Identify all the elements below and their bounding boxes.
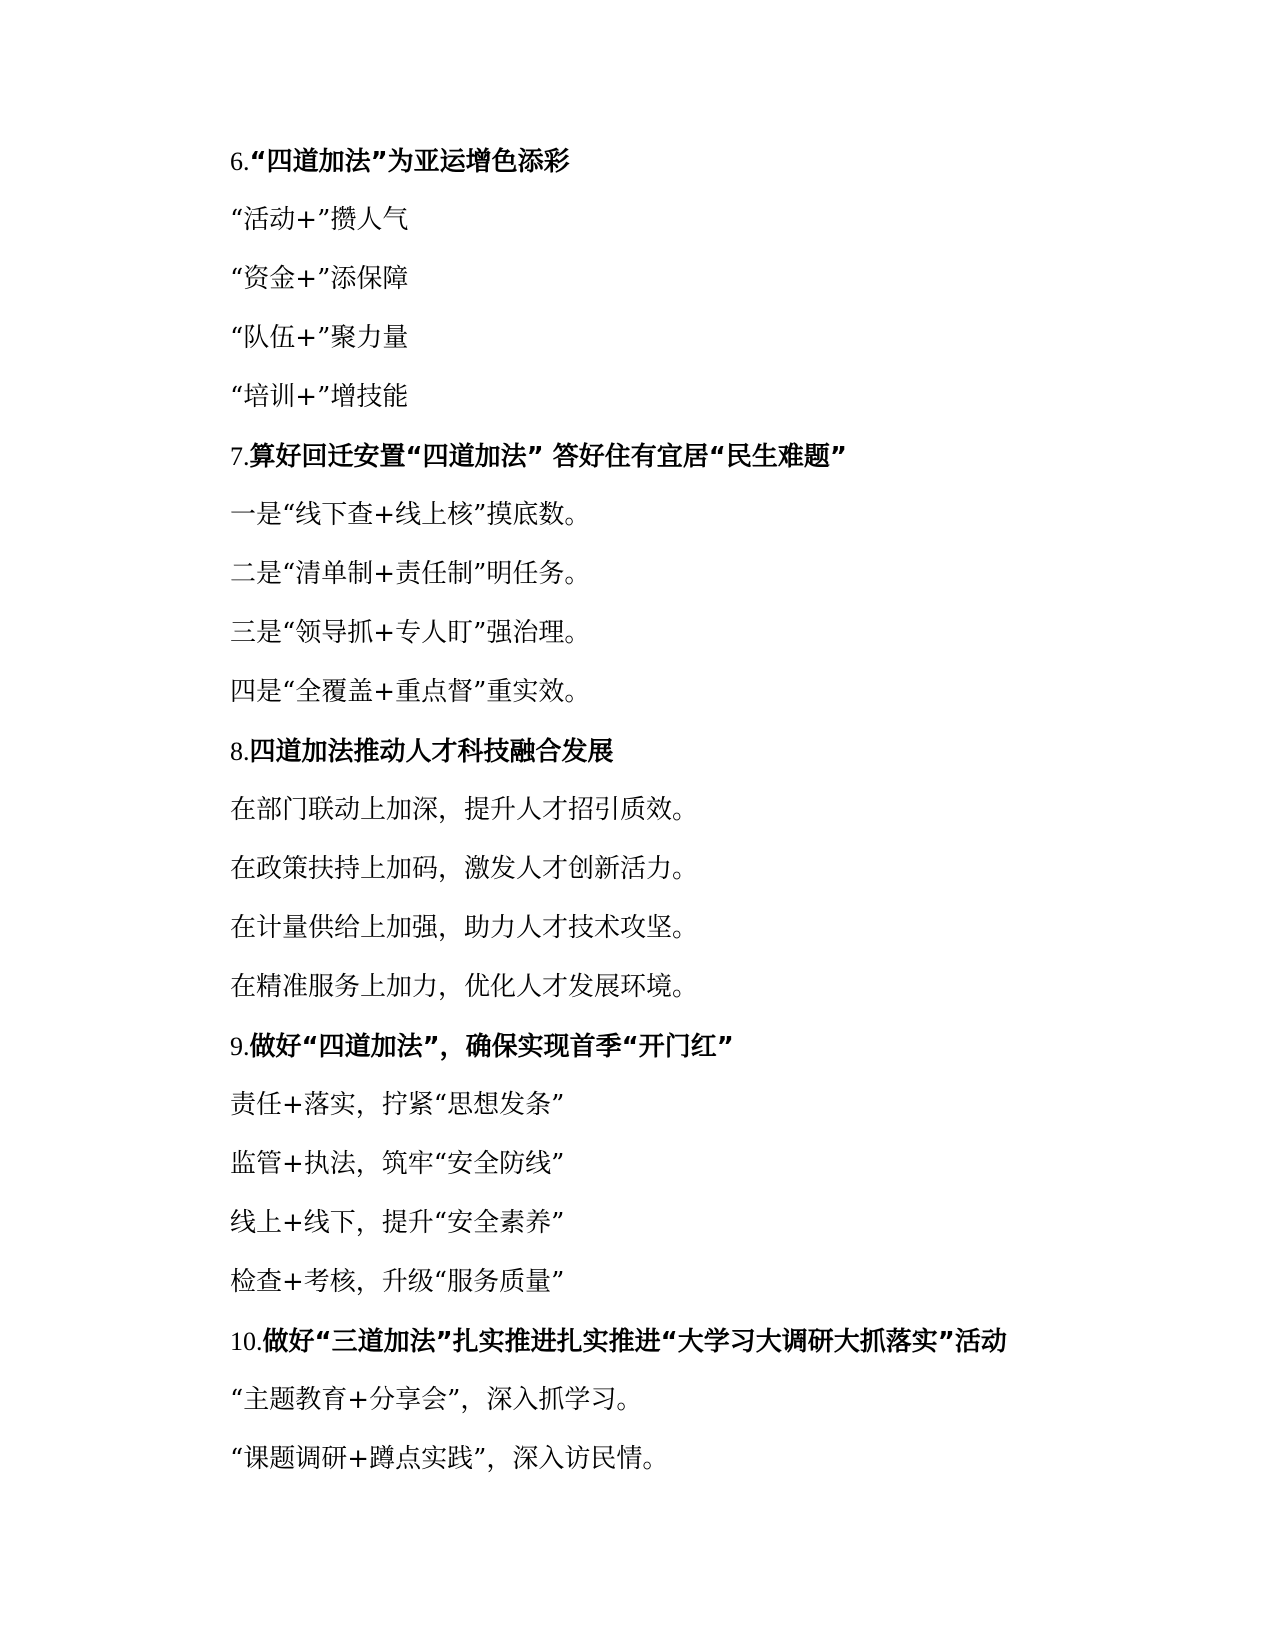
list-item: 四是“全覆盖+重点督”重实效。 [230,677,591,707]
list-item: 二是“清单制+责任制”明任务。 [230,559,591,589]
section-title: 算好回迁安置“四道加法” 答好住有宜居“民生难题” [249,442,847,472]
section-title: 四道加法推动人才科技融合发展 [249,737,614,767]
section-number: 9. [230,1032,250,1061]
section-number: 8. [230,737,250,766]
section-heading [230,1312,1190,1371]
list-item: “课题调研+蹲点实践”，深入访民情。 [230,1444,669,1474]
list-item: 在精准服务上加力，优化人才发展环境。 [230,972,699,1002]
section-number: 6. [230,147,250,176]
list-item: 三是“领导抓+专人盯”强治理。 [230,618,591,648]
list-item: 监管+执法，筑牢“安全防线” [230,1149,565,1179]
list-item: 责任+落实，拧紧“思想发条” [230,1090,565,1120]
list-item: “资金+”添保障 [230,264,409,294]
section-title: 做好“四道加法”，确保实现首季“开门红” [249,1032,734,1062]
section-number: 10. [230,1327,263,1356]
section-heading [230,1017,1190,1076]
list-item: 检查+考核，升级“服务质量” [230,1267,565,1297]
list-item: 线上+线下，提升“安全素养” [230,1208,565,1238]
list-item: 一是“线下查+线上核”摸底数。 [230,500,591,530]
section-heading [230,132,1190,191]
section-title: “四道加法”为亚运增色添彩 [249,147,570,177]
section-title: 做好“三道加法”扎实推进扎实推进“大学习大调研大抓落实”活动 [262,1327,1007,1357]
list-item: 在政策扶持上加码，激发人才创新活力。 [230,854,699,884]
list-item: “培训+”增技能 [230,382,409,412]
section-heading [230,427,1190,486]
list-item: 在计量供给上加强，助力人才技术攻坚。 [230,913,699,943]
list-item: 在部门联动上加深，提升人才招引质效。 [230,795,699,825]
section-number: 7. [230,442,250,471]
section-heading [230,722,1190,781]
list-item: “队伍+”聚力量 [230,323,409,353]
list-item: “主题教育+分享会”，深入抓学习。 [230,1385,643,1415]
list-item: “活动+”攒人气 [230,205,409,235]
document-page [230,132,1190,1489]
